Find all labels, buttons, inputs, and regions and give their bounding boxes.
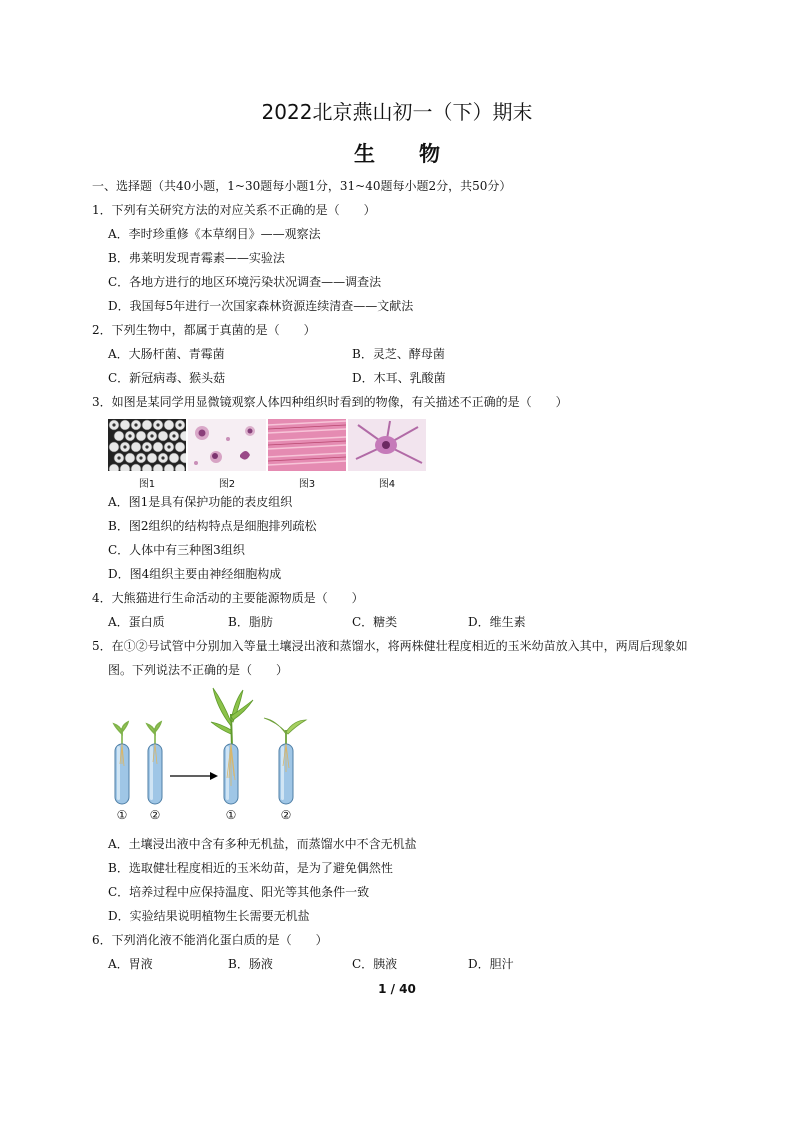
q1-option-a: A．李时珍重修《本草纲目》——观察法: [108, 227, 321, 241]
tube-label-1: ①: [116, 808, 128, 822]
q5-option-c: C．培养过程中应保持温度、阳光等其他条件一致: [108, 885, 370, 899]
tissue-image-4: [348, 419, 426, 471]
q1-option-d: D．我国每5年进行一次国家森林资源连续清查——文献法: [108, 299, 414, 313]
q3-option-c: C．人体中有三种图3组织: [108, 543, 245, 557]
q5-option-a: A．土壤浸出液中含有多种无机盐，而蒸馏水中不含无机盐: [108, 837, 417, 851]
tube-label-2: ②: [149, 808, 161, 822]
q6-option-d: D．胆汁: [468, 957, 514, 971]
tissue-image-1: [108, 419, 186, 471]
q1-option-c: C．各地方进行的地区环境污染状况调查——调查法: [108, 275, 382, 289]
q6-option-c: C．胰液: [352, 957, 398, 971]
q4-option-b: B．脂肪: [228, 615, 273, 629]
q3-option-b: B．图2组织的结构特点是细胞排列疏松: [108, 519, 317, 533]
subject-char-2: 物: [419, 142, 440, 166]
q2-option-c: C．新冠病毒、猴头菇: [108, 371, 226, 385]
q4-option-d: D．维生素: [468, 615, 526, 629]
figure-caption-2: 图2: [218, 479, 236, 490]
q5-option-b: B．选取健壮程度相近的玉米幼苗，是为了避免偶然性: [108, 861, 393, 875]
tube-label-4: ②: [280, 808, 292, 822]
tissue-image-2: [188, 419, 266, 471]
subject-heading: [0, 138, 794, 168]
question-2: 2．下列生物中，都属于真菌的是（ ）: [92, 323, 316, 337]
section-heading: 一、选择题（共40小题，1~30题每小题1分，31~40题每小题2分，共50分）: [92, 179, 512, 193]
q3-option-a: A．图1是具有保护功能的表皮组织: [108, 495, 293, 509]
q1-option-b: B．弗莱明发现青霉素——实验法: [108, 251, 285, 265]
test-tube-figure: [100, 686, 320, 826]
question-1: 1．下列有关研究方法的对应关系不正确的是（ ）: [92, 203, 376, 217]
figure-caption-1: 图1: [138, 479, 156, 490]
question-4: 4．大熊猫进行生命活动的主要能源物质是（ ）: [92, 591, 364, 605]
tube-label-3: ①: [225, 808, 237, 822]
q3-option-d: D．图4组织主要由神经细胞构成: [108, 567, 282, 581]
q4-option-a: A．蛋白质: [108, 615, 165, 629]
q2-option-d: D．木耳、乳酸菌: [352, 371, 446, 385]
figure-caption-4: 图4: [378, 479, 396, 490]
page-number: 1 / 40: [378, 982, 416, 996]
question-5-continued: 图。下列说法不正确的是（ ）: [108, 663, 289, 677]
q5-option-d: D．实验结果说明植物生长需要无机盐: [108, 909, 310, 923]
figure-caption-3: 图3: [298, 479, 316, 490]
subject-char-1: 生: [354, 142, 375, 166]
question-6: 6．下列消化液不能消化蛋白质的是（ ）: [92, 933, 328, 947]
q4-option-c: C．糖类: [352, 615, 398, 629]
q6-option-b: B．肠液: [228, 957, 273, 971]
page-title: 2022北京燕山初一（下）期末: [261, 100, 533, 124]
q2-option-b: B．灵芝、酵母菌: [352, 347, 445, 361]
q6-option-a: A．胃液: [108, 957, 153, 971]
question-3: 3．如图是某同学用显微镜观察人体四种组织时看到的物像，有关描述不正确的是（ ）: [92, 395, 568, 409]
q2-option-a: A．大肠杆菌、青霉菌: [108, 347, 225, 361]
tissue-image-3: [268, 419, 346, 471]
question-5: 5．在①②号试管中分别加入等量土壤浸出液和蒸馏水，将两株健壮程度相近的玉米幼苗放入其中，两周后现象如: [92, 639, 688, 653]
